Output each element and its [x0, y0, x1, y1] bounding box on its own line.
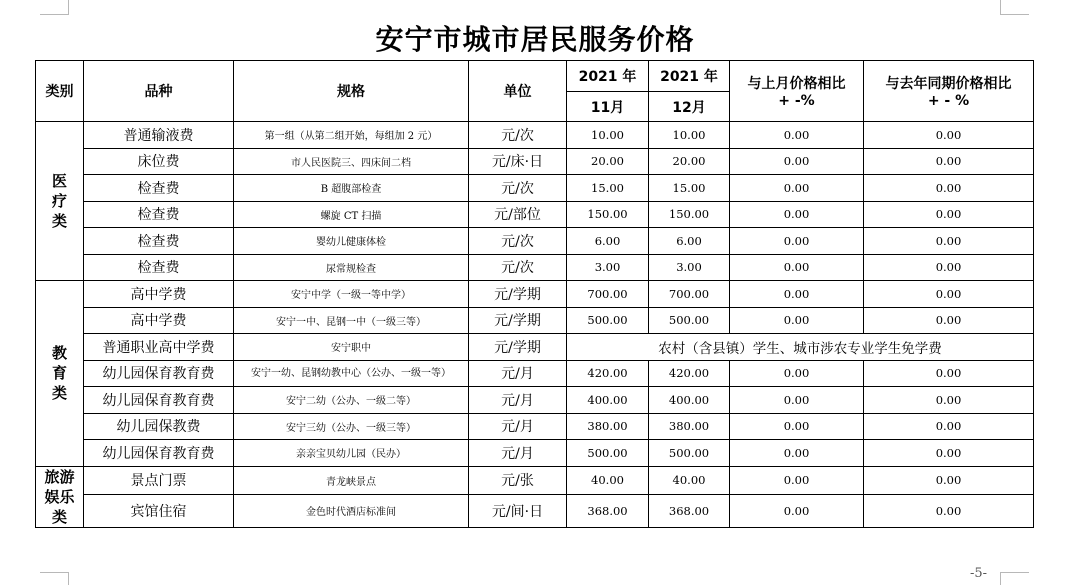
header-yoy-line1: 与去年同期价格相比 — [885, 76, 1012, 92]
unit-cell: 元/学期 — [469, 334, 567, 361]
yoy-change-cell: 0.00 — [864, 360, 1034, 387]
category-cell — [36, 281, 84, 467]
mom-change-cell: 0.00 — [730, 494, 864, 527]
mom-change-cell: 0.00 — [730, 413, 864, 440]
price-nov-cell: 500.00 — [567, 307, 649, 334]
spec-cell: 螺旋 CT 扫描 — [234, 201, 469, 228]
price-dec-cell: 500.00 — [649, 307, 730, 334]
spec-cell: 青龙峡景点 — [234, 466, 469, 494]
table-row — [36, 281, 1034, 308]
header-yoy-line2: + - % — [927, 93, 970, 109]
yoy-change-cell: 0.00 — [864, 228, 1034, 255]
category-char: 类 — [51, 384, 67, 403]
unit-cell: 元/月 — [469, 387, 567, 414]
unit-cell: 元/月 — [469, 360, 567, 387]
yoy-change-cell: 0.00 — [864, 307, 1034, 334]
yoy-change-cell: 0.00 — [864, 387, 1034, 414]
table-row — [36, 254, 1034, 281]
unit-cell: 元/部位 — [469, 201, 567, 228]
price-dec-cell: 40.00 — [649, 466, 730, 494]
category-char: 类 — [51, 507, 67, 526]
mom-change-cell: 0.00 — [730, 466, 864, 494]
item-cell: 检查费 — [84, 201, 234, 228]
yoy-change-cell: 0.00 — [864, 466, 1034, 494]
table-row — [36, 387, 1034, 414]
price-dec-cell: 420.00 — [649, 360, 730, 387]
price-nov-cell: 368.00 — [567, 494, 649, 527]
item-cell: 检查费 — [84, 228, 234, 255]
mom-change-cell: 0.00 — [730, 175, 864, 202]
price-nov-cell: 400.00 — [567, 387, 649, 414]
item-cell: 检查费 — [84, 254, 234, 281]
yoy-change-cell: 0.00 — [864, 281, 1034, 308]
unit-cell: 元/学期 — [469, 307, 567, 334]
category-char: 旅游 — [44, 467, 75, 486]
price-table — [35, 60, 1034, 528]
price-nov-cell: 700.00 — [567, 281, 649, 308]
category-char: 医 — [51, 172, 67, 190]
price-nov-cell: 380.00 — [567, 413, 649, 440]
yoy-change-cell: 0.00 — [864, 254, 1034, 281]
table-row — [36, 494, 1034, 527]
table-row — [36, 122, 1034, 149]
header-year-1: 2021 年 — [567, 61, 649, 92]
unit-cell: 元/间·日 — [469, 494, 567, 527]
mom-change-cell: 0.00 — [730, 228, 864, 255]
table-row — [36, 360, 1034, 387]
spec-cell: 安宁中学（一级一等中学） — [234, 281, 469, 308]
mom-change-cell: 0.00 — [730, 281, 864, 308]
header-month-1: 11月 — [567, 92, 649, 122]
item-cell: 检查费 — [84, 175, 234, 202]
unit-cell: 元/床·日 — [469, 148, 567, 175]
unit-cell: 元/次 — [469, 175, 567, 202]
spec-cell: 尿常规检查 — [234, 254, 469, 281]
mom-change-cell: 0.00 — [730, 201, 864, 228]
spec-cell: 安宁一中、昆钢一中（一级三等） — [234, 307, 469, 334]
table-row — [36, 148, 1034, 175]
page-number: -5- — [970, 566, 988, 581]
price-dec-cell: 15.00 — [649, 175, 730, 202]
spec-cell: 安宁职中 — [234, 334, 469, 361]
header-month-2: 12月 — [649, 92, 730, 122]
table-row — [36, 466, 1034, 494]
spec-cell: 安宁一幼、昆钢幼教中心（公办、一级一等） — [234, 360, 469, 387]
yoy-change-cell: 0.00 — [864, 494, 1034, 527]
price-nov-cell: 10.00 — [567, 122, 649, 149]
price-nov-cell: 3.00 — [567, 254, 649, 281]
price-dec-cell: 368.00 — [649, 494, 730, 527]
spec-cell: B 超腹部检查 — [234, 175, 469, 202]
unit-cell: 元/次 — [469, 254, 567, 281]
item-cell: 景点门票 — [84, 466, 234, 494]
mom-change-cell: 0.00 — [730, 148, 864, 175]
yoy-change-cell: 0.00 — [864, 440, 1034, 467]
crop-mark-bottom-left — [40, 572, 69, 585]
spec-cell: 第一组（从第二组开始，每组加 2 元） — [234, 122, 469, 149]
category-char: 娱乐 — [44, 487, 75, 506]
document-title: 安宁市城市居民服务价格 — [375, 23, 695, 56]
price-nov-cell: 150.00 — [567, 201, 649, 228]
item-cell: 普通职业高中学费 — [84, 334, 234, 361]
category-char: 教 — [51, 344, 67, 363]
yoy-change-cell: 0.00 — [864, 122, 1034, 149]
price-dec-cell: 400.00 — [649, 387, 730, 414]
spec-cell: 安宁二幼（公办、一级二等） — [234, 387, 469, 414]
item-cell: 高中学费 — [84, 307, 234, 334]
header-category: 类别 — [36, 61, 84, 122]
category-cell — [36, 466, 84, 527]
item-cell: 宾馆住宿 — [84, 494, 234, 527]
mom-change-cell: 0.00 — [730, 122, 864, 149]
header-mom-line2: + -% — [778, 93, 815, 109]
yoy-change-cell: 0.00 — [864, 413, 1034, 440]
table-body — [36, 122, 1034, 528]
price-nov-cell: 420.00 — [567, 360, 649, 387]
table-row — [36, 228, 1034, 255]
category-char: 育 — [51, 364, 67, 383]
category-char: 疗 — [51, 192, 67, 210]
price-dec-cell: 150.00 — [649, 201, 730, 228]
price-nov-cell: 20.00 — [567, 148, 649, 175]
item-cell: 幼儿园保育教育费 — [84, 360, 234, 387]
unit-cell: 元/张 — [469, 466, 567, 494]
item-cell: 高中学费 — [84, 281, 234, 308]
yoy-change-cell: 0.00 — [864, 175, 1034, 202]
price-dec-cell: 10.00 — [649, 122, 730, 149]
table-row — [36, 413, 1034, 440]
unit-cell: 元/月 — [469, 440, 567, 467]
price-dec-cell: 500.00 — [649, 440, 730, 467]
price-dec-cell: 6.00 — [649, 228, 730, 255]
price-dec-cell: 380.00 — [649, 413, 730, 440]
unit-cell: 元/学期 — [469, 281, 567, 308]
table-row — [36, 334, 1034, 361]
crop-mark-top-right — [1000, 0, 1029, 15]
item-cell: 幼儿园保育教育费 — [84, 440, 234, 467]
item-cell: 普通输液费 — [84, 122, 234, 149]
mom-change-cell: 0.00 — [730, 254, 864, 281]
item-cell: 幼儿园保教费 — [84, 413, 234, 440]
note-cell: 农村（含县镇）学生、城市涉农专业学生免学费 — [567, 334, 1034, 361]
unit-cell: 元/次 — [469, 228, 567, 255]
mom-change-cell: 0.00 — [730, 360, 864, 387]
header-unit: 单位 — [469, 61, 567, 122]
table-row — [36, 307, 1034, 334]
header-item: 品种 — [84, 61, 234, 122]
item-cell: 幼儿园保育教育费 — [84, 387, 234, 414]
header-year-over-year — [864, 61, 1034, 122]
table-row — [36, 201, 1034, 228]
item-cell: 床位费 — [84, 148, 234, 175]
category-cell — [36, 122, 84, 281]
spec-cell: 金色时代酒店标准间 — [234, 494, 469, 527]
spec-cell: 安宁三幼（公办、一级三等） — [234, 413, 469, 440]
spec-cell: 婴幼儿健康体检 — [234, 228, 469, 255]
header-month-over-month — [730, 61, 864, 122]
category-char: 类 — [51, 212, 67, 230]
crop-mark-bottom-right — [1000, 572, 1029, 585]
mom-change-cell: 0.00 — [730, 440, 864, 467]
yoy-change-cell: 0.00 — [864, 148, 1034, 175]
price-dec-cell: 3.00 — [649, 254, 730, 281]
spec-cell: 亲亲宝贝幼儿园（民办） — [234, 440, 469, 467]
mom-change-cell: 0.00 — [730, 387, 864, 414]
header-year-2: 2021 年 — [649, 61, 730, 92]
price-dec-cell: 20.00 — [649, 148, 730, 175]
header-mom-line1: 与上月价格相比 — [747, 76, 846, 92]
table-row — [36, 440, 1034, 467]
table-row — [36, 175, 1034, 202]
price-nov-cell: 40.00 — [567, 466, 649, 494]
mom-change-cell: 0.00 — [730, 307, 864, 334]
unit-cell: 元/次 — [469, 122, 567, 149]
price-dec-cell: 700.00 — [649, 281, 730, 308]
spec-cell: 市人民医院三、四床间二档 — [234, 148, 469, 175]
price-nov-cell: 500.00 — [567, 440, 649, 467]
yoy-change-cell: 0.00 — [864, 201, 1034, 228]
price-nov-cell: 6.00 — [567, 228, 649, 255]
unit-cell: 元/月 — [469, 413, 567, 440]
crop-mark-top-left — [40, 0, 69, 15]
table-header — [36, 61, 1034, 122]
header-spec: 规格 — [234, 61, 469, 122]
price-nov-cell: 15.00 — [567, 175, 649, 202]
